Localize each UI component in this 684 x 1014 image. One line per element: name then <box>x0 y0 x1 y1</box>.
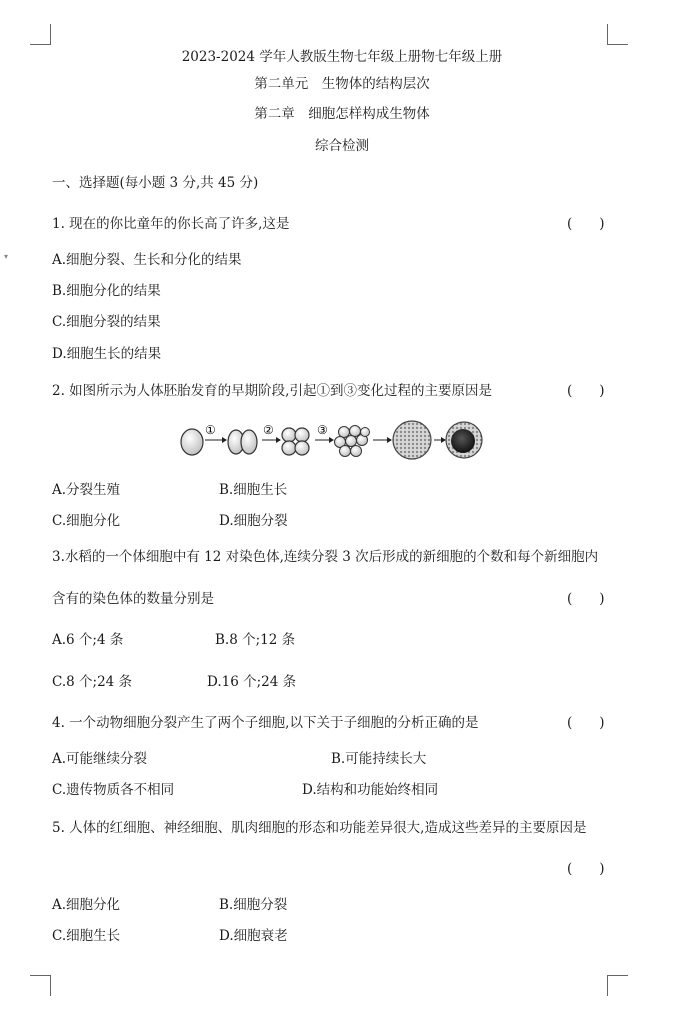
question-1-option-c: C.细胞分裂的结果 <box>52 314 161 330</box>
section-heading: 一、选择题(每小题 3 分,共 45 分) <box>52 175 259 191</box>
test-title: 综合检测 <box>315 138 369 154</box>
question-4-answer-blank: ( ) <box>567 715 605 731</box>
question-4-option-a: A.可能继续分裂 <box>52 751 148 767</box>
arrow-1-head-icon <box>222 437 227 443</box>
crop-mark-top-right <box>607 24 628 45</box>
question-3-option-a: A.6 个;4 条 <box>52 632 124 648</box>
question-5-answer-blank: ( ) <box>567 861 605 877</box>
question-4-option-c: C.遗传物质各不相同 <box>52 782 175 798</box>
arrow-5-head-icon <box>441 437 446 443</box>
question-3-answer-blank: ( ) <box>567 591 605 607</box>
question-2-option-c: C.细胞分化 <box>52 513 121 529</box>
question-3-stem-line-2: 含有的染色体的数量分别是 <box>52 591 214 607</box>
question-2-stem: 2. 如图所示为人体胚胎发育的早期阶段,引起①到③变化过程的主要原因是 <box>52 383 492 399</box>
question-3-stem-line-1: 3.水稻的一个体细胞中有 12 对染色体,连续分裂 3 次后形成的新细胞的个数和每个新细胞内 <box>52 549 599 565</box>
embryo-development-figure <box>175 418 485 462</box>
question-3-option-c: C.8 个;24 条 <box>52 674 133 690</box>
question-2-option-a: A.分裂生殖 <box>52 482 121 498</box>
question-3-option-b: B.8 个;12 条 <box>215 632 296 648</box>
question-5-option-c: C.细胞生长 <box>52 928 121 944</box>
question-1-option-a: A.细胞分裂、生长和分化的结果 <box>52 252 242 268</box>
question-5-stem: 5. 人体的红细胞、神经细胞、肌肉细胞的形态和功能差异很大,造成这些差异的主要原因是 <box>52 820 587 836</box>
document-title: 2023-2024 学年人教版生物七年级上册物七年级上册 <box>181 49 503 65</box>
question-1-option-d: D.细胞生长的结果 <box>52 346 162 362</box>
embryo-stage <box>446 422 482 458</box>
question-4-option-b: B.可能持续长大 <box>331 751 427 767</box>
arrow-3-head-icon <box>329 437 334 443</box>
question-4-stem: 4. 一个动物细胞分裂产生了两个子细胞,以下关于子细胞的分析正确的是 <box>52 715 479 731</box>
two-cell-stage <box>228 430 257 454</box>
unit-title: 第二单元 生物体的结构层次 <box>254 76 430 92</box>
question-1-answer-blank: ( ) <box>567 216 605 232</box>
arrow-4-head-icon <box>387 437 392 443</box>
step-label-2: ② <box>263 423 274 437</box>
morula-stage <box>335 426 370 457</box>
chapter-title: 第二章 细胞怎样构成生物体 <box>254 106 430 122</box>
question-1-option-b: B.细胞分化的结果 <box>52 283 161 299</box>
side-marker: ▾ <box>4 252 9 261</box>
arrow-2-head-icon <box>276 437 281 443</box>
four-cell-stage <box>282 428 309 455</box>
blastula-stage <box>393 421 431 459</box>
zygote-cell <box>181 429 203 455</box>
crop-mark-top-left <box>30 24 51 45</box>
crop-mark-bottom-right <box>607 975 628 996</box>
question-2-option-d: D.细胞分裂 <box>219 513 288 529</box>
step-label-3: ③ <box>317 423 328 437</box>
question-2-option-b: B.细胞生长 <box>219 482 288 498</box>
question-4-option-d: D.结构和功能始终相同 <box>302 782 439 798</box>
step-label-1: ① <box>205 423 216 437</box>
question-5-option-a: A.细胞分化 <box>52 897 121 913</box>
question-3-option-d: D.16 个;24 条 <box>207 674 297 690</box>
question-5-option-d: D.细胞衰老 <box>219 928 288 944</box>
question-2-answer-blank: ( ) <box>567 383 605 399</box>
question-1-stem: 1. 现在的你比童年的你长高了许多,这是 <box>52 216 290 232</box>
question-5-option-b: B.细胞分裂 <box>219 897 288 913</box>
crop-mark-bottom-left <box>30 975 51 996</box>
